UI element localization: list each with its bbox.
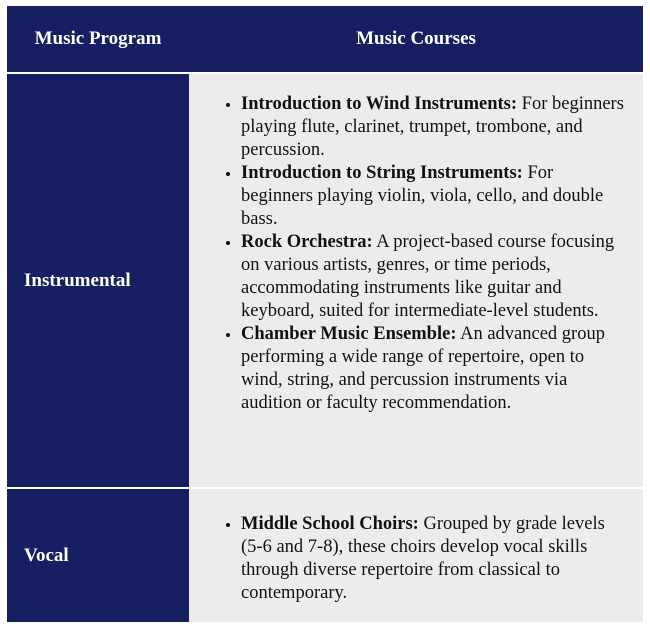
course-name: Rock Orchestra: [241, 232, 373, 252]
music-courses-table [7, 6, 643, 622]
course-item [241, 513, 625, 605]
course-description: For beginners playing violin, viola, cello, and double bass. [241, 163, 604, 229]
course-name: Introduction to Wind Instruments: [241, 94, 518, 114]
course-list [189, 74, 643, 415]
course-item [241, 323, 625, 415]
courses-cell [189, 73, 643, 488]
header-music-program: Music Program [7, 6, 189, 73]
course-item [241, 162, 625, 231]
course-description: A project-based course focusing on various artists, genres, or time periods, accommodating instruments like guitar and keyboard, suited for intermediate-level students. [241, 232, 615, 321]
course-item [241, 93, 625, 162]
course-name: Middle School Choirs: [241, 514, 419, 534]
program-vocal: Vocal [7, 488, 189, 622]
table-header-row [7, 6, 643, 73]
course-name: Chamber Music Ensemble: [241, 324, 457, 344]
courses-cell [189, 488, 643, 622]
course-list [189, 489, 643, 605]
course-description: An advanced group performing a wide range of repertoire, open to wind, string, and percussion instruments via audition or faculty recommendation. [241, 324, 605, 413]
course-item [241, 231, 625, 323]
table-row [7, 73, 643, 488]
course-name: Introduction to String Instruments: [241, 163, 523, 183]
program-instrumental: Instrumental [7, 73, 189, 488]
header-music-courses: Music Courses [189, 6, 643, 73]
course-description: For beginners playing flute, clarinet, trumpet, trombone, and percussion. [241, 94, 624, 160]
course-description: Grouped by grade levels (5-6 and 7-8), these choirs develop vocal skills through diverse repertoire from classical to contemporary. [241, 514, 605, 603]
table-row [7, 488, 643, 622]
